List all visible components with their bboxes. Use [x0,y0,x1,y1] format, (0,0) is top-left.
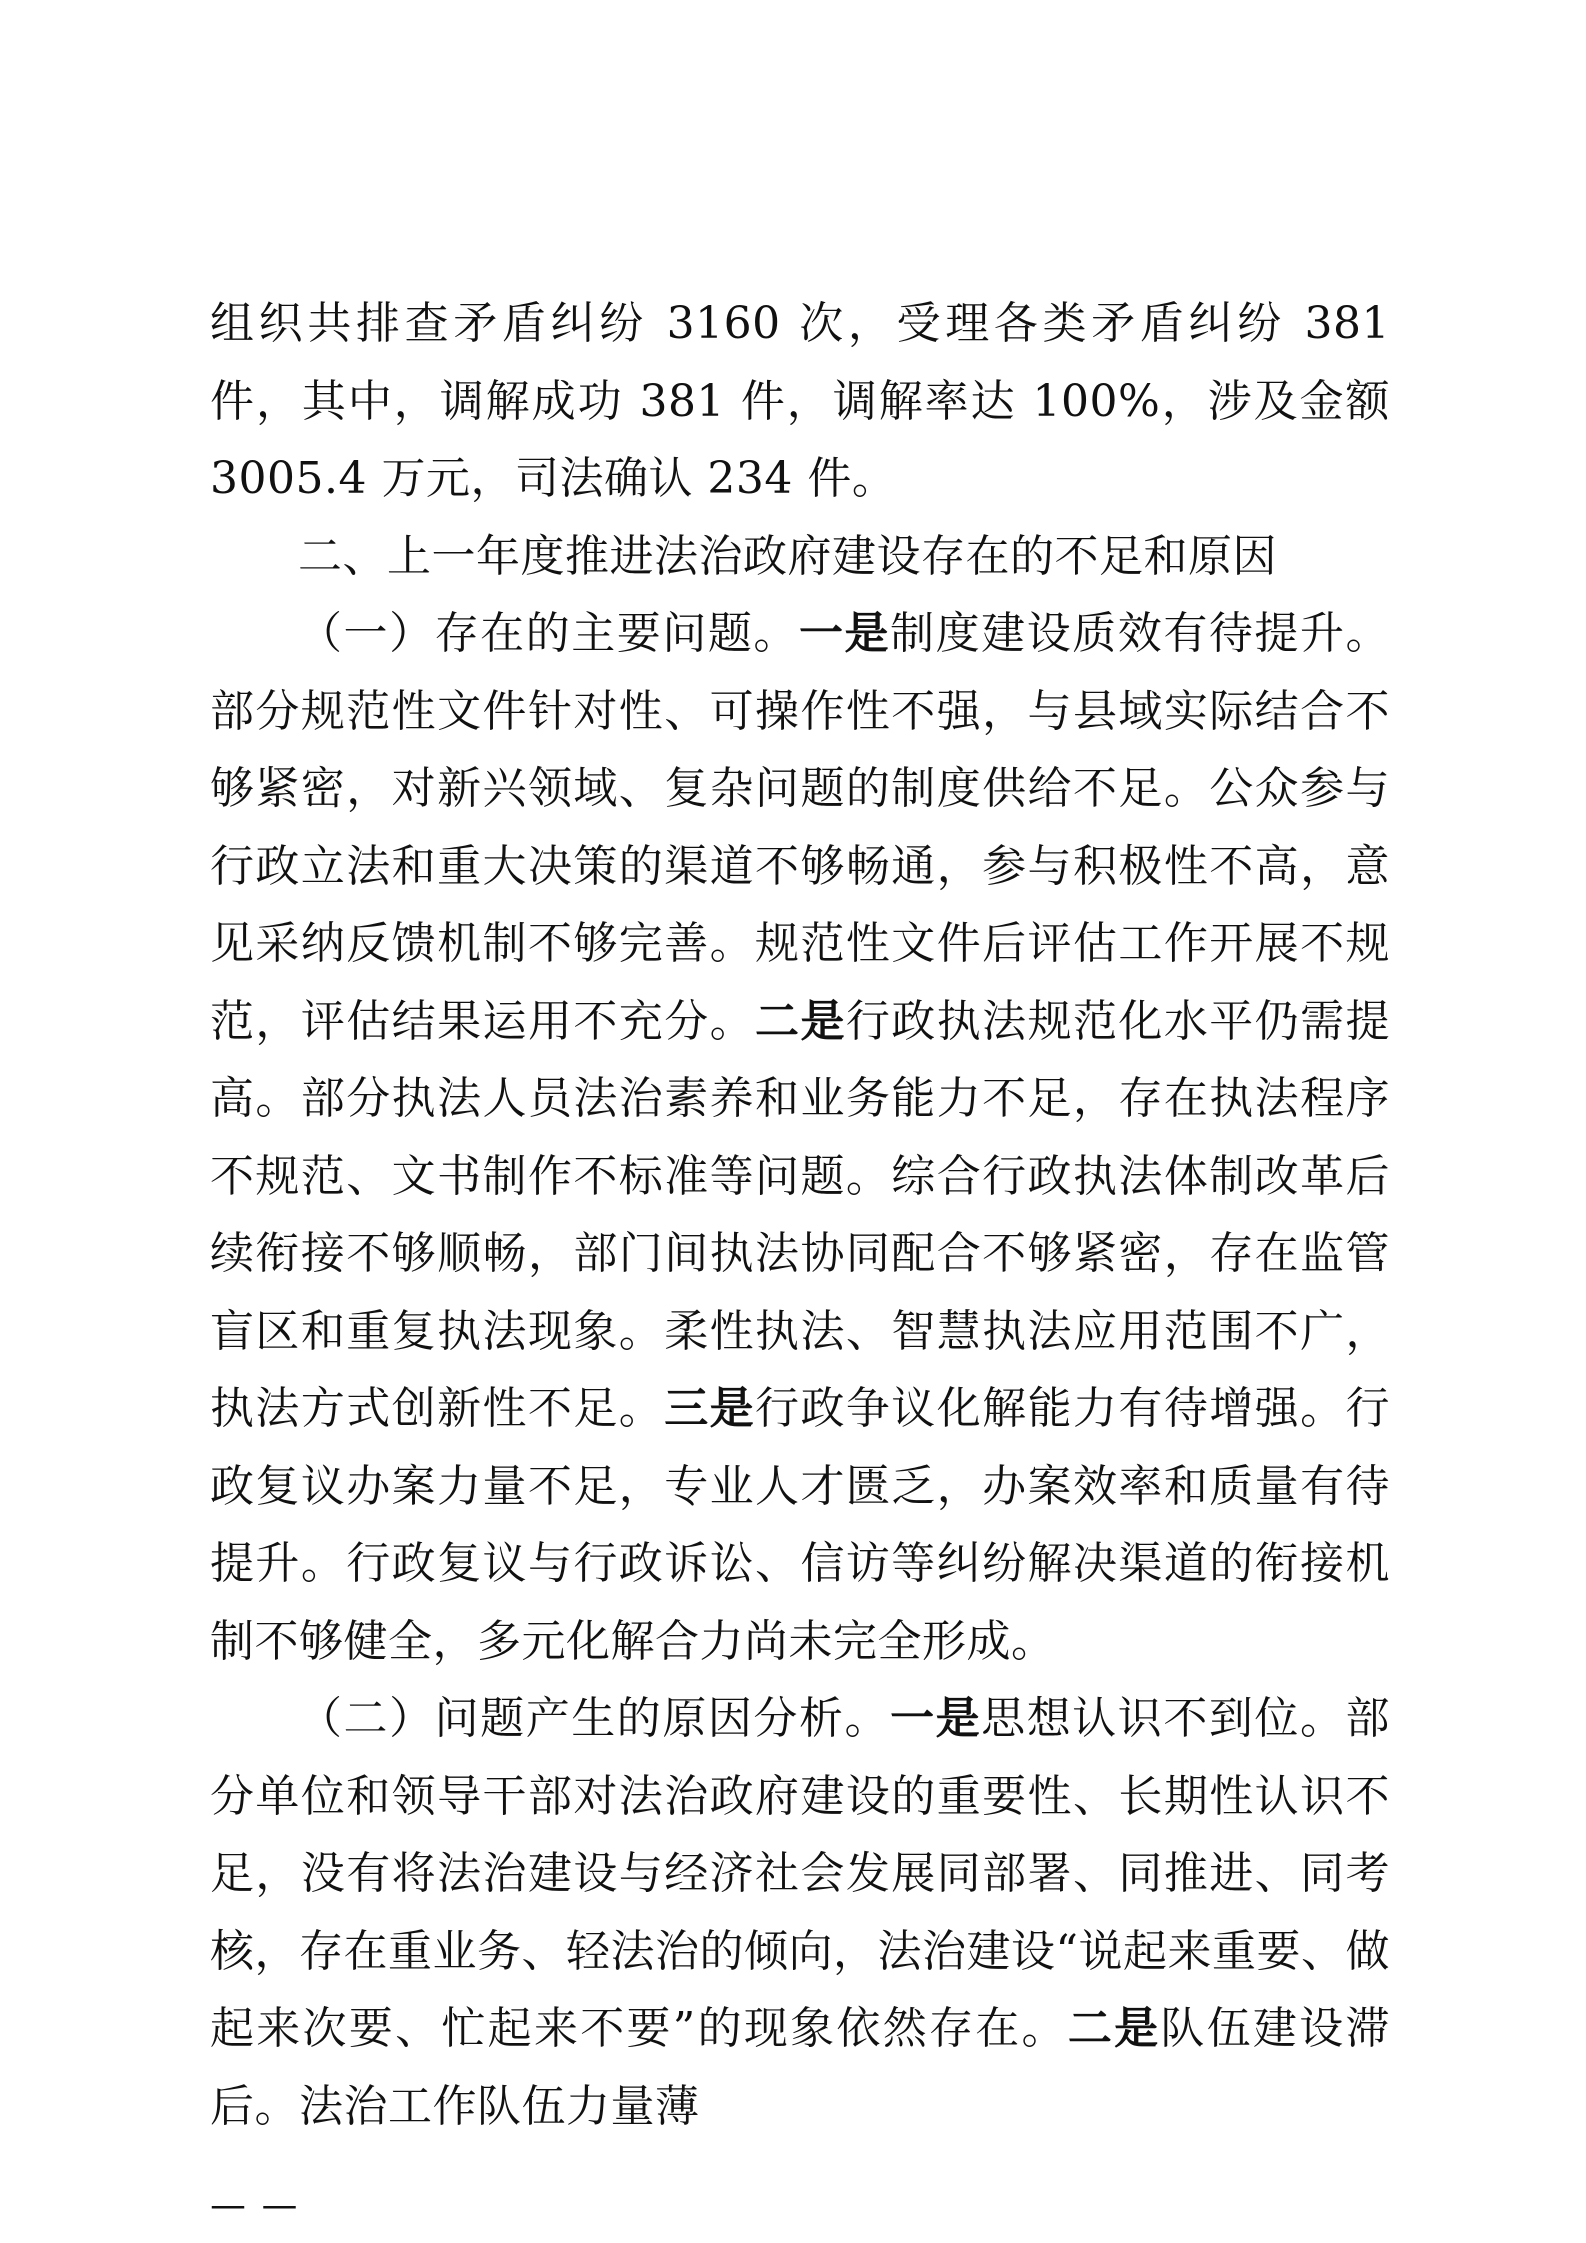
document-page [210,285,1390,2145]
problem-text-3: 行政争议化解能力有待增强。行政复议办案力量不足，专业人才匮乏，办案效率和质量有待提升。行政复议与行政诉讼、信访等纠纷解决渠道的衔接机制不够健全，多元化解合力尚未完全形成。 [210,1383,1391,1667]
keyword-second: 二是 [755,995,846,1047]
cause-text-2: 队伍建设滞后。法治工作队伍力量薄 [210,2003,1390,2132]
subsection-lead: （一）存在的主要问题。 [298,608,799,659]
subsection-lead: （二）问题产生的原因分析。 [298,1693,891,1744]
keyword-first: 一是 [890,1693,982,1744]
paragraph-mediation-stats: 组织共排查矛盾纠纷 3160 次，受理各类矛盾纠纷 381 件，其中，调解成功 381 件，调解率达 100%，涉及金额 3005.4 万元，司法确认 234 件。 [210,298,1390,504]
problem-text-1: 制度建设质效有待提升。部分规范性文件针对性、可操作性不强，与县域实际结合不够紧密，对新兴领域、复杂问题的制度供给不足。公众参与行政立法和重大决策的渠道不够畅通，参与积极性不高，意见采纳反馈机制不够完善。规范性文件后评估工作开展不规范，评估结果运用不充分。 [210,608,1391,1047]
problem-text-2: 行政执法规范化水平仍需提高。部分执法人员法治素养和业务能力不足，存在执法程序不规范、文书制作不标准等问题。综合行政执法体制改革后续衔接不够顺畅，部门间执法协同配合不够紧密，存在监管盲区和重复执法现象。柔性执法、智慧执法应用范围不广，执法方式创新性不足。 [210,995,1391,1434]
cause-text-1: 思想认识不到位。部分单位和领导干部对法治政府建设的重要性、长期性认识不足，没有将法治建设与经济社会发展同部署、同推进、同考核，存在重业务、轻法治的倾向，法治建设“说起来重要、做起来次要、忙起来不要”的现象依然存在。 [210,1693,1391,2054]
keyword-second: 二是 [1067,2003,1161,2054]
section-heading-2: 二、上一年度推进法治政府建设存在的不足和原因 [298,530,1277,582]
paragraph-main-problems [210,595,1390,1680]
keyword-first: 一是 [798,608,891,659]
keyword-third: 三是 [664,1383,756,1434]
page-number-marker: — — [210,2185,300,2226]
paragraph-cause-analysis [210,1680,1390,2145]
